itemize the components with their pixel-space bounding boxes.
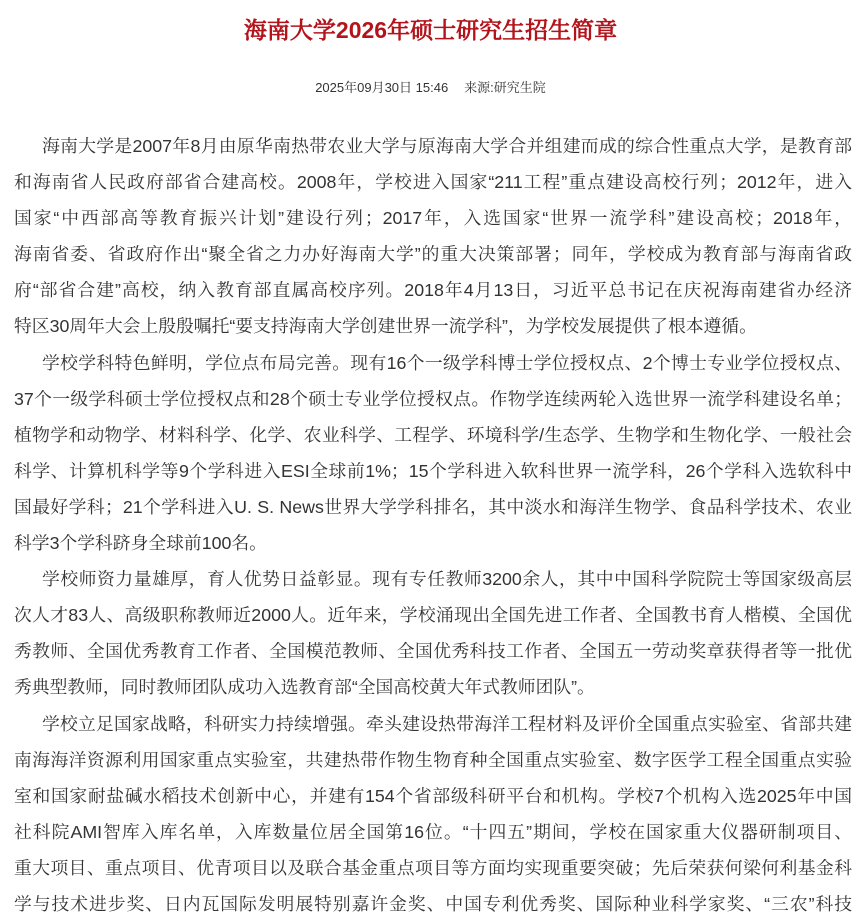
article-line: 特区30周年大会上殷殷嘱托“要支持海南大学创建世界一流学科”，为学校发展提供了根本遵循。: [14, 316, 757, 337]
article-line: 秀教师、全国优秀教育工作者、全国模范教师、全国优秀科技工作者、全国五一劳动奖章获得者等一批优: [14, 641, 852, 662]
article-line: 室和国家耐盐碱水稻技术创新中心，并建有154个省部级科研平台和机构。学校7个机构入选2025年中国: [14, 785, 852, 806]
article-line: 科学3个学科跻身全球前100名。: [14, 533, 267, 554]
article-line: 次人才83人、高级职称教师近2000人。近年来，学校涌现出全国先进工作者、全国教书育人楷模、全国优: [14, 605, 852, 626]
article-line: 府“部省合建”高校，纳入教育部直属高校序列。2018年4月13日，习近平总书记在庆祝海南建省办经济: [14, 280, 852, 301]
article-line: 社科院AMI智库入库名单，入库数量位居全国第16位。“十四五”期间，学校在国家重大仪器研制项目、: [14, 821, 852, 842]
publish-date: 2025年09月30日 15:46: [315, 80, 449, 95]
paragraph-4: [14, 706, 852, 917]
article-line: 国家“中西部高等教育振兴计划”建设行列；2017年，入选国家“世界一流学科”建设高校；2018年，: [14, 208, 852, 229]
article-line: 科学、计算机科学等9个学科进入ESI全球前1%；15个学科进入软科世界一流学科，26个学科入选软科中: [14, 460, 852, 481]
article-line: 学校师资力量雄厚，育人优势日益彰显。现有专任教师3200余人，其中中国科学院院士等国家级高层: [42, 569, 852, 590]
article-line: 和海南省人民政府部省合建高校。2008年，学校进入国家“211工程”重点建设高校行列；2012年，进入: [14, 172, 852, 193]
article-body: [14, 128, 852, 918]
article-line: 国最好学科；21个学科进入U. S. News世界大学学科排名，其中淡水和海洋生物学、食品科学技术、农业: [14, 496, 852, 517]
paragraph-1: [14, 128, 852, 345]
article-line: 学与技术进步奖、日内瓦国际发明展特别嘉许金奖、中国专利优秀奖、国际种业科学家奖、“三农”科技: [14, 893, 852, 914]
article-line: 海南大学是2007年8月由原华南热带农业大学与原海南大学合并组建而成的综合性重点大学，是教育部: [42, 136, 852, 156]
paragraph-2: [14, 345, 852, 562]
article-title: 海南大学2026年硕士研究生招生简章: [243, 17, 618, 43]
article-line: 37个一级学科硕士学位授权点和28个硕士专业学位授权点。作物学连续两轮入选世界一流学科建设名单；: [14, 388, 852, 409]
article-line: 南海海洋资源利用国家重点实验室，共建热带作物生物育种全国重点实验室、数字医学工程全国重点实验: [14, 749, 852, 770]
article-source: 来源:研究生院: [464, 80, 546, 95]
article-line: 植物学和动物学、材料科学、化学、农业科学、工程学、环境科学/生态学、生物学和生物化学、一般社会: [14, 424, 852, 445]
article-line: 重大项目、重点项目、优青项目以及联合基金重点项目等方面均实现重要突破；先后荣获何梁何利基金科: [14, 857, 852, 878]
article-meta: [0, 79, 861, 97]
article-line: 秀典型教师，同时教师团队成功入选教育部“全国高校黄大年式教师团队”。: [14, 677, 595, 698]
article-line: 学校学科特色鲜明，学位点布局完善。现有16个一级学科博士学位授权点、2个博士专业学位授权点、: [42, 352, 852, 373]
paragraph-3: [14, 561, 852, 705]
article-line: 海南省委、省政府作出“聚全省之力办好海南大学”的重大决策部署；同年，学校成为教育部与海南省政: [14, 244, 852, 265]
article-line: 学校立足国家战略，科研实力持续增强。牵头建设热带海洋工程材料及评价全国重点实验室、省部共建: [42, 713, 852, 734]
